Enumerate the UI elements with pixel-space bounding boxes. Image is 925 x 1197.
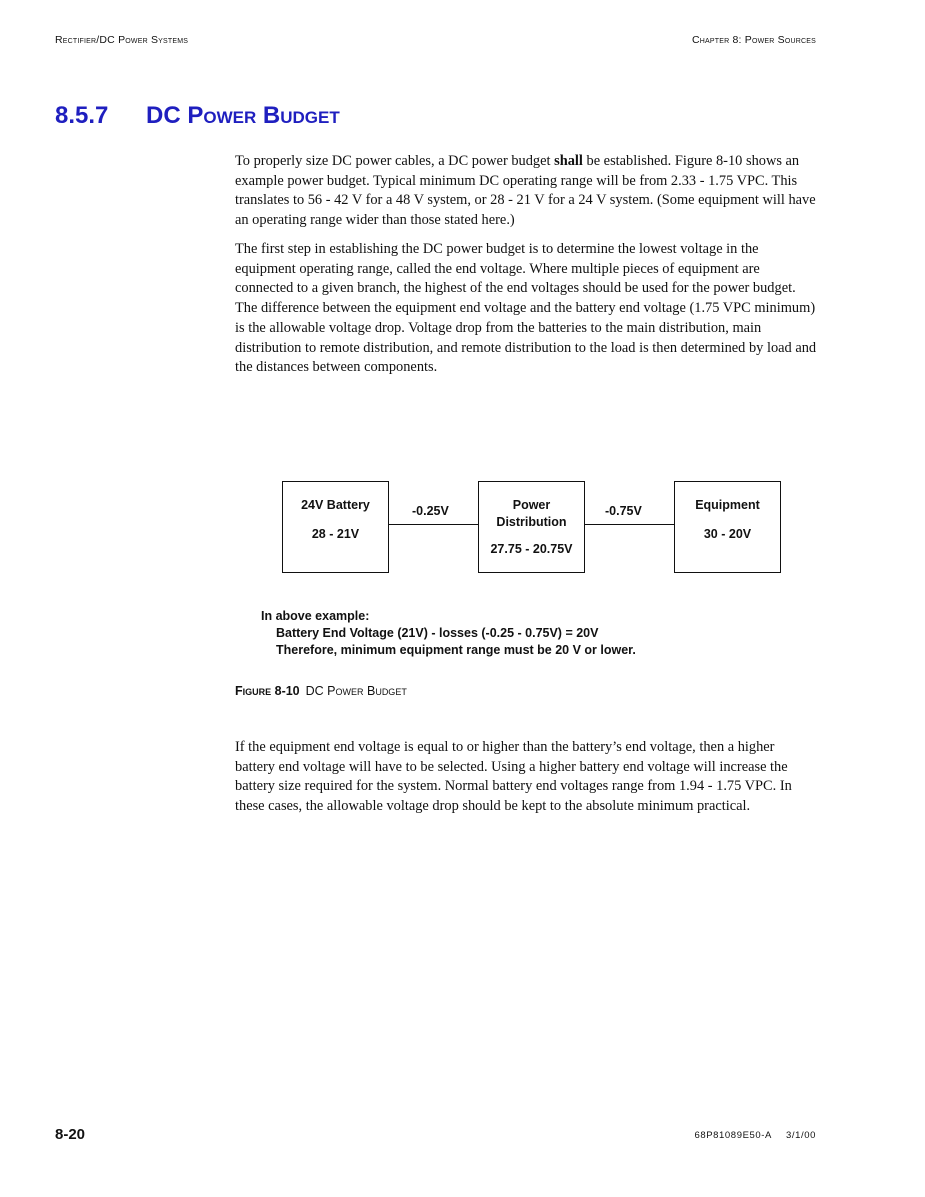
battery-box [282,481,389,573]
running-header-left: Rectifier/DC Power Systems [55,34,189,46]
loss-label-distribution-equipment: -0.75V [605,504,642,518]
page-number: 8-20 [55,1126,86,1143]
figure-caption [235,684,407,698]
section-title: DC Power Budget [146,102,340,129]
example-line-2: Therefore, minimum equipment range must be 20 V or lower. [276,643,636,657]
loss-label-battery-distribution: -0.25V [412,504,449,518]
paragraph-intro [235,152,817,231]
shall-emphasis: shall [554,153,583,169]
equipment-range: 30 - 20V [703,527,752,541]
paragraph-intro-start: To properly size DC power cables, a DC power budget [235,153,555,169]
battery-title: 24V Battery [301,498,370,512]
figure-number: Figure 8-10 [235,684,300,698]
document-id [694,1130,816,1141]
section-heading [55,102,340,130]
section-number: 8.5.7 [55,102,109,129]
example-title: In above example: [261,609,370,623]
battery-range: 28 - 21V [311,527,360,541]
connector-distribution-equipment [585,524,674,525]
running-header-right: Chapter 8: Power Sources [691,34,816,46]
paragraph-end-voltage: The first step in establishing the DC power budget is to determine the lowest voltage in the equipment operating range, called the end voltage. Where multiple pieces of equipment are connected to a given branch, the highest of the end voltages should be used for the power budget. The difference between the equipment end voltage and the battery end voltage (1.75 VPC minimum) is the allowable voltage drop. Voltage drop from the batteries to the main distribution, main distribution to remote distribution, and remote distribution to the load is then determined by load and the distances between components. [235,241,817,376]
power-distribution-box [478,481,585,573]
distribution-title-line2: Distribution [496,515,567,529]
figure-title: DC Power Budget [305,684,407,698]
connector-battery-distribution [389,524,478,525]
equipment-title: Equipment [695,498,760,512]
distribution-title-line1: Power [512,498,551,512]
document-number: 68P81089E50-A [694,1130,772,1141]
equipment-box [674,481,781,573]
example-line-1: Battery End Voltage (21V) - losses (-0.25 - 0.75V) = 20V [276,626,599,640]
document-date: 3/1/00 [785,1130,816,1141]
distribution-range: 27.75 - 20.75V [490,542,573,556]
paragraph-intro-end: be established. Figure 8-10 shows an example power budget. Typical minimum DC operating range will be from 2.33 - 1.75 VPC. This translates to 56 - 42 V for a 48 V system, or 28 - 21 V for a 24 V system. (Some equipment will have an operating range wider than those stated here.) [235,153,816,229]
paragraph-higher-end-voltage: If the equipment end voltage is equal to or higher than the battery’s end voltage, then a higher battery end voltage will have to be selected. Using a higher battery end voltage will increase the battery size required for the system. Normal battery end voltages range from 1.94 - 1.75 VPC. In these cases, the allowable voltage drop should be kept to the absolute minimum practical. [235,739,792,815]
